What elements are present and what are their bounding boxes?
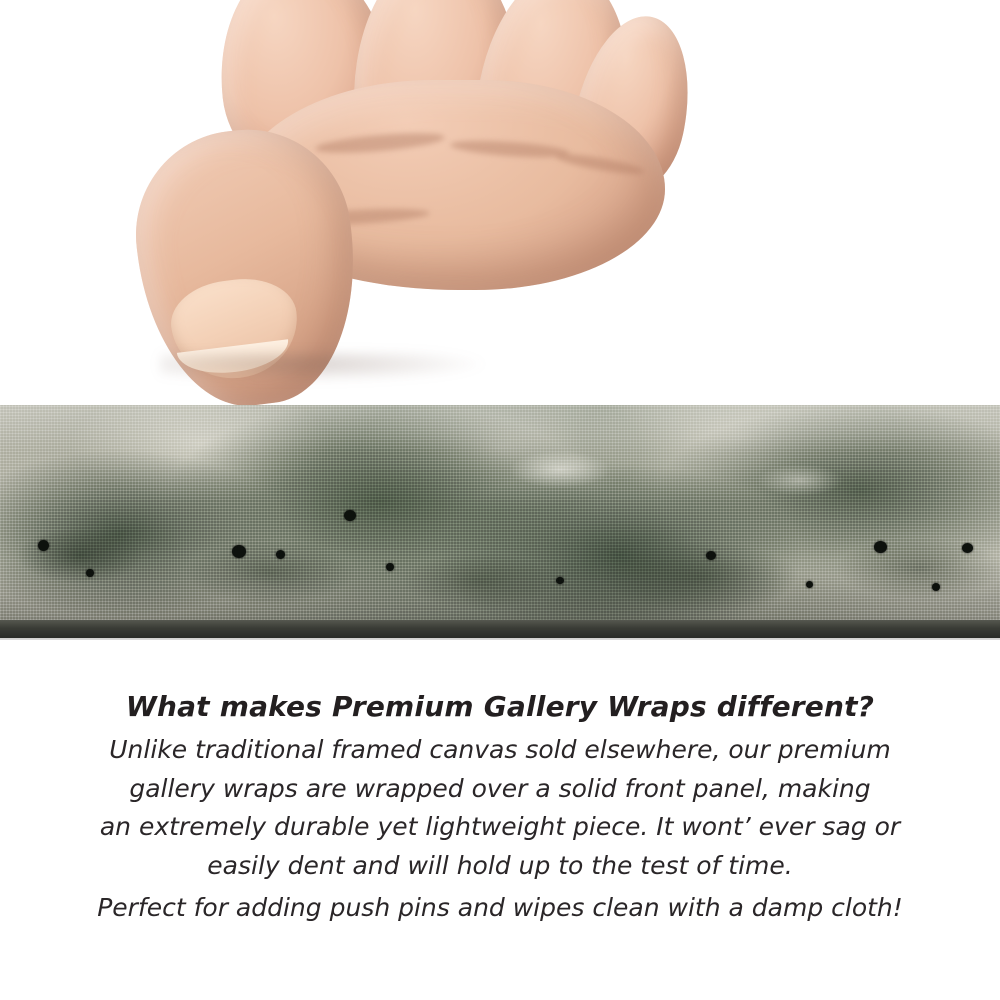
hand-shadow: [160, 352, 490, 382]
canvas-speck: [706, 551, 716, 560]
caption-line: Unlike traditional framed canvas sold elsewhere, our premium: [109, 735, 891, 764]
canvas-panel-edge: [0, 620, 1000, 638]
canvas-speck: [962, 543, 973, 553]
canvas-weave-texture: [0, 405, 1000, 620]
caption-body: [0, 733, 1000, 926]
caption-block: [0, 690, 1000, 930]
canvas-speck: [232, 545, 246, 558]
caption-title: What makes Premium Gallery Wraps different?: [125, 690, 875, 723]
caption-line: easily dent and will hold up to the test of time.: [207, 850, 793, 880]
canvas-speck: [344, 510, 356, 521]
canvas-speck: [874, 541, 887, 553]
canvas-speck: [556, 577, 564, 584]
hand-illustration: [100, 0, 660, 430]
caption-line: an extremely durable yet lightweight piece. It wont’ ever sag or: [99, 812, 901, 841]
canvas-speck: [932, 583, 940, 591]
canvas-wrap-edge: [0, 405, 1000, 620]
canvas-speck: [276, 550, 285, 559]
canvas-speck: [806, 581, 813, 588]
canvas-drop-shadow: [0, 638, 1000, 640]
caption-line: gallery wraps are wrapped over a solid front panel, making: [129, 773, 871, 803]
canvas-speck: [86, 569, 94, 577]
caption-closing-line: Perfect for adding push pins and wipes clean with a damp cloth!: [97, 893, 903, 922]
canvas-speck: [386, 563, 394, 571]
canvas-speck: [38, 540, 49, 551]
